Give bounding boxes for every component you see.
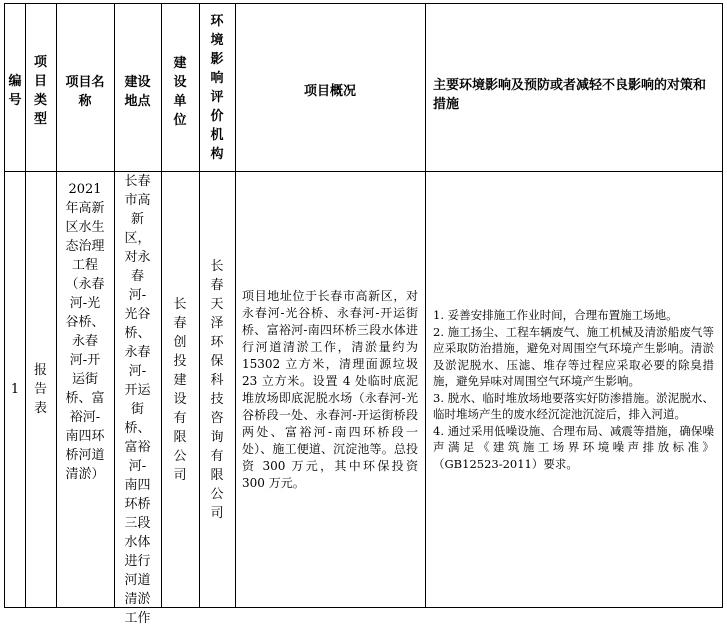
row-type: 报告表 <box>33 363 47 416</box>
row-builder: 长春创投建设有限公司 <box>173 296 187 483</box>
eia-table <box>4 3 723 626</box>
row-measures <box>425 172 722 607</box>
row-project-name: 2021年高新区水生态治理工程（永春河-光谷桥、永春河-开运街桥、富裕河-南四环桥河道清淤） <box>65 182 105 482</box>
header-measures: 主要环境影响及预防或者减轻不良影响的对策和措施 <box>433 77 707 112</box>
header-agency: 环境影响评价机构 <box>210 13 224 162</box>
measure-item: 3. 脱水、临时堆放场地要落实好防渗措施。淤泥脱水、临时堆场产生的废水经沉淀池沉淀后，排入河道。 <box>433 390 714 421</box>
header-name: 项目名称 <box>65 74 105 109</box>
header-overview: 项目概况 <box>303 84 356 99</box>
measure-item: 2. 施工扬尘、工程车辆废气、施工机械及清淤船废气等应采取防治措施，避免对周围空气环境产生影响。清淤及淤泥脱水、压滤、堆存等过程应采取必要的除臭措施，避免异味对周围空气环境产生影响。 <box>433 324 714 388</box>
row-agency: 长春天泽环保科技咨询有限公司 <box>210 258 224 521</box>
row-overview: 项目地址位于长春市高新区，对永春河-光谷桥、永春河-开运街桥、富裕河-南四环桥三段水体进行河道清淤工作，清淤量约为 15302 立方米，清理面源垃圾 23 立方米。设置 4 处临时底泥堆放场即底泥脱水场（永春河-光谷桥段一处、永春河-开运街桥段两处、富裕河-南四环桥段一处）、施工便道、沉淀池等。总投资 300 万元，其中环保投资 300 万元。 <box>242 288 418 490</box>
row-location: 长春市高新区，对永春河-光谷桥、永春河-开运街桥、富裕河-南四环桥三段水体进行河道清淤工作 <box>124 174 151 626</box>
header-builder: 建设单位 <box>173 55 187 128</box>
measure-item: 4. 通过采用低噪设施、合理布局、减震等措施，确保噪声满足《建筑施工场界环境噪声排放标准》（GB12523-2011）要求。 <box>433 423 714 471</box>
header-no: 编号 <box>8 73 22 108</box>
header-location: 建设地点 <box>124 74 151 109</box>
row-no: 1 <box>10 382 20 397</box>
header-type: 项目类型 <box>33 54 47 127</box>
measure-item: 1. 妥善安排施工作业时间，合理布置施工场地。 <box>433 308 678 322</box>
measures-list <box>433 307 714 472</box>
